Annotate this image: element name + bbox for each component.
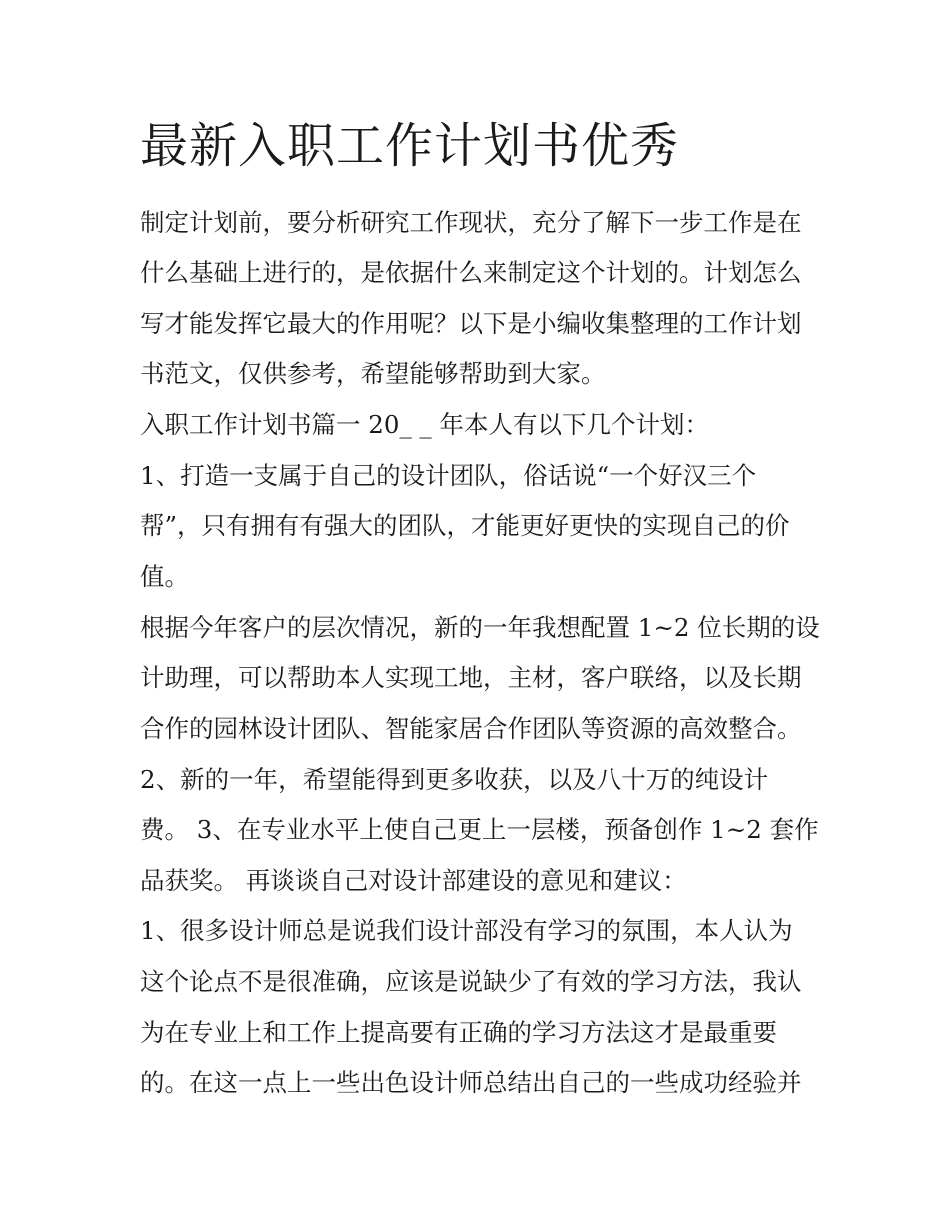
- body-line: 2、新的一年，希望能得到更多收获，以及八十万的纯设计: [140, 765, 769, 794]
- body-line: 值。: [140, 562, 189, 591]
- body-line: 品获奖。 再谈谈自己对设计部建设的意见和建议：: [140, 866, 687, 895]
- body-line: 帮”，只有拥有有强大的团队，才能更好更快的实现自己的价: [140, 511, 790, 540]
- body-line: 合作的园林设计团队、智能家居合作团队等资源的高效整合。: [140, 714, 802, 743]
- body-line: 计助理，可以帮助本人实现工地，主材，客户联络，以及长期: [140, 663, 802, 692]
- body-line: 写才能发挥它最大的作用呢？以下是小编收集整理的工作计划: [140, 309, 802, 338]
- body-line: 1、很多设计师总是说我们设计部没有学习的氛围，本人认为: [140, 916, 793, 945]
- body-line: 这个论点不是很准确，应该是说缺少了有效的学习方法，我认: [140, 967, 802, 996]
- body-line: 书范文，仅供参考，希望能够帮助到大家。: [140, 359, 606, 388]
- body-line: 入职工作计划书篇一 20_ _ 年本人有以下几个计划：: [140, 410, 710, 439]
- body-line: 费。 3、在专业水平上使自己更上一层楼，预备创作 1~2 套作: [140, 815, 819, 844]
- body-line: 根据今年客户的层次情况，新的一年我想配置 1~2 位长期的设: [140, 613, 820, 642]
- body-line: 制定计划前，要分析研究工作现状，充分了解下一步工作是在: [140, 208, 802, 237]
- body-line: 什么基础上进行的，是依据什么来制定这个计划的。计划怎么: [140, 258, 802, 287]
- body-line: 1、打造一支属于自己的设计团队，俗话说“一个好汉三个: [140, 461, 757, 490]
- body-line: 为在专业上和工作上提高要有正确的学习方法这才是最重要: [140, 1018, 777, 1047]
- body-line: 的。在这一点上一些出色设计师总结出自己的一些成功经验并: [140, 1068, 802, 1097]
- document-title: 最新入职工作计划书优秀: [140, 118, 680, 174]
